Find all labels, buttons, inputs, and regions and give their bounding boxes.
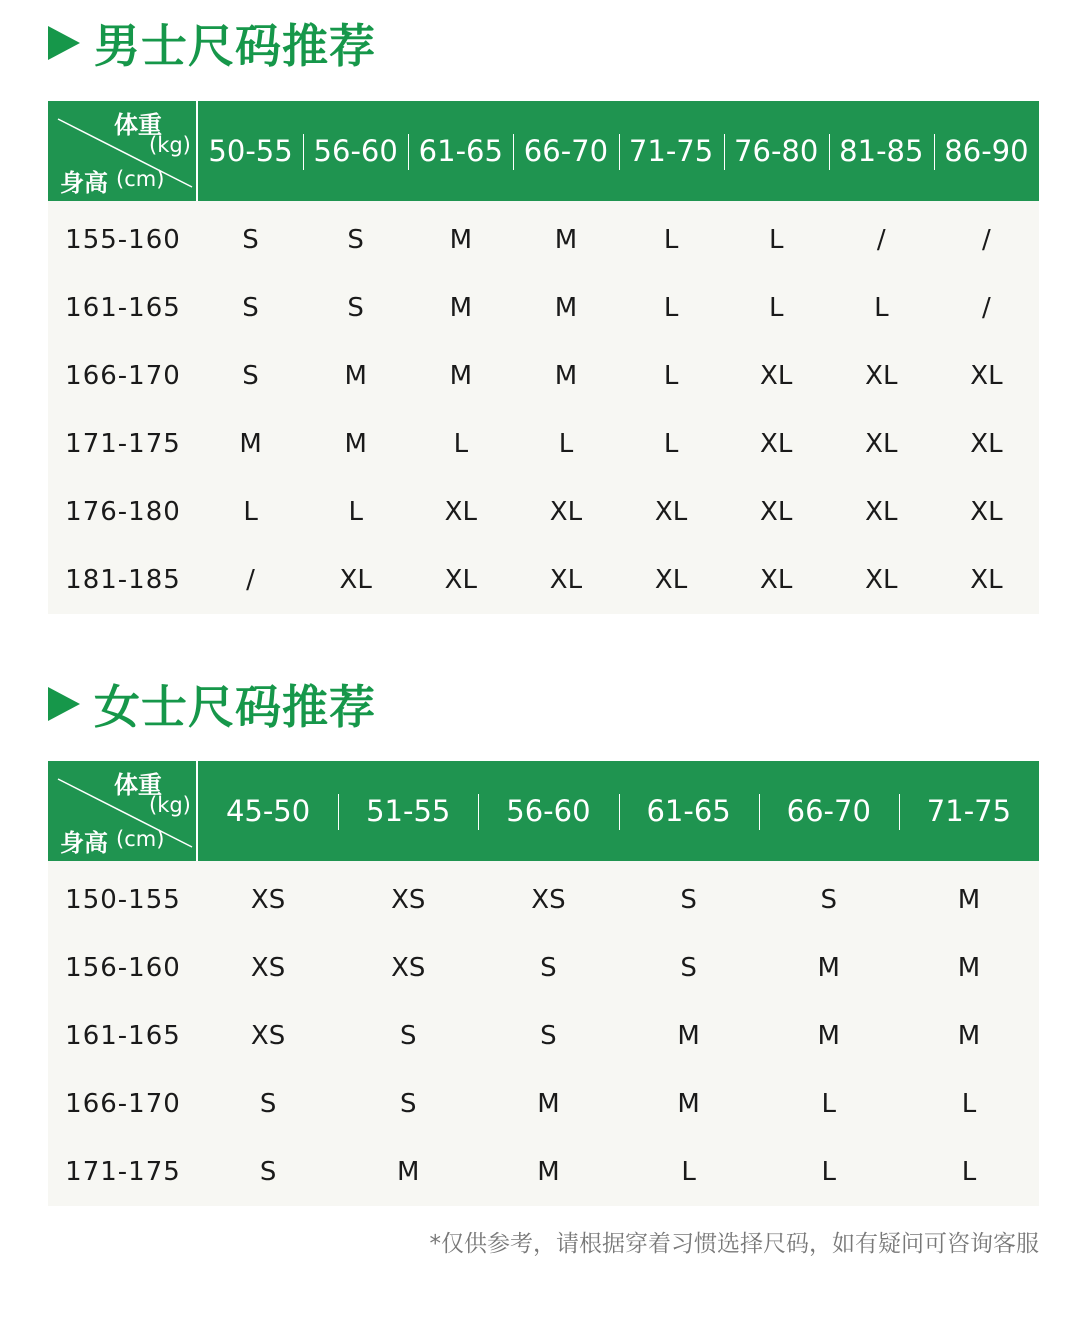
size-cell: L [961,1157,977,1187]
size-cell: XL [760,361,793,391]
table-row [48,1070,1039,1138]
size-cell: XL [760,497,793,527]
size-cell: S [242,361,259,391]
size-cell: / [982,293,991,323]
size-cell: M [957,1021,981,1051]
size-cell: L [663,293,679,323]
men-table-body [48,201,1039,614]
size-cell: L [558,429,574,459]
size-cell: S [400,1021,417,1051]
weight-column-header: 56-60 [303,101,408,201]
table-row [48,206,1039,274]
weight-column-header: 66-70 [759,761,899,861]
size-cell: XL [549,565,583,595]
table-row [48,866,1039,934]
height-cell: 155-160 [65,225,181,255]
size-cell: XL [760,565,793,595]
size-cell: S [680,885,697,915]
size-cell: XL [444,497,477,527]
men-weight-columns [198,101,1039,201]
size-cell: XL [970,361,1003,391]
weight-column-header: 81-85 [829,101,934,201]
size-cell: / [876,225,886,255]
weight-column-header: 61-65 [619,761,759,861]
weight-label: 体重 [114,771,162,799]
weight-column-header: 50-55 [208,134,293,168]
size-cell: M [397,1157,420,1187]
size-cell: XS [391,885,426,915]
size-cell: M [449,225,473,255]
height-unit: (cm) [116,827,165,851]
weight-column-header: 76-80 [724,101,829,201]
height-cell: 161-165 [65,293,181,323]
size-cell: S [820,885,838,915]
size-cell: S [540,1021,557,1051]
height-cell: 161-165 [65,1021,181,1051]
women-table-header [48,761,1039,861]
size-cell: XL [970,429,1003,459]
women-title: 女士尺码推荐 [94,680,376,734]
height-label: 身高 [60,169,108,197]
height-cell: 156-160 [65,953,181,983]
size-cell: S [242,225,259,255]
table-row [48,274,1039,342]
size-cell: S [242,293,259,323]
height-cell: 176-180 [65,497,181,527]
size-cell: S [259,1089,277,1119]
height-cell: 171-175 [65,1157,181,1187]
size-cell: M [677,1021,700,1051]
weight-unit: (kg) [149,133,191,157]
men-table-corner [48,101,198,201]
height-unit: (cm) [116,167,165,191]
weight-column-header: 61-65 [408,101,513,201]
size-cell: XL [865,429,898,459]
size-cell: XL [865,361,898,391]
table-row [48,1138,1039,1206]
women-table-body [48,861,1039,1206]
size-cell: L [663,429,679,459]
size-cell: / [246,565,255,595]
size-cell: M [554,361,578,391]
height-cell: 166-170 [65,1089,181,1119]
size-cell: M [817,1021,840,1051]
table-row [48,342,1039,410]
size-cell: M [537,1157,560,1187]
height-cell: 171-175 [65,429,181,459]
size-cell: L [768,225,784,255]
size-cell: S [540,953,557,983]
size-cell: XS [250,885,286,915]
size-cell: M [344,361,367,391]
size-cell: L [821,1089,837,1119]
size-cell: L [768,293,784,323]
weight-column-header: 45-50 [225,794,311,828]
size-cell: M [817,953,840,983]
size-cell: XL [970,565,1003,595]
weight-label: 体重 [114,111,162,139]
weight-column-header: 66-70 [513,101,618,201]
size-cell: XS [250,1021,286,1051]
size-cell: XS [250,953,286,983]
weight-column-header: 71-75 [899,761,1039,861]
weight-unit: (kg) [149,793,191,817]
size-cell: S [347,293,364,323]
size-cell: L [681,1157,696,1187]
size-cell: XS [531,885,566,915]
size-cell: S [347,225,364,255]
men-size-table [48,101,1039,614]
table-row [48,546,1039,614]
size-cell: M [449,361,473,391]
size-cell: M [554,225,578,255]
men-section-title [48,13,376,73]
disclaimer-note: *仅供参考，请根据穿着习惯选择尺码，如有疑问可咨询客服 [429,1231,1039,1257]
size-cell: M [449,293,473,323]
size-cell: M [537,1089,560,1119]
size-cell: S [400,1089,417,1119]
size-cell: / [982,225,991,255]
size-cell: M [344,429,367,459]
size-cell: M [239,429,262,459]
size-cell: L [961,1089,977,1119]
size-cell: L [663,361,679,391]
weight-column-header: 71-75 [619,101,724,201]
size-cell: XL [970,497,1003,527]
size-cell: XL [444,565,477,595]
weight-column-header: 86-90 [934,101,1039,201]
women-section-title [48,674,376,734]
play-triangle-icon [48,687,80,721]
size-cell: L [348,497,363,527]
size-cell: XL [654,565,688,595]
height-cell: 166-170 [65,361,181,391]
size-cell: S [259,1157,277,1187]
height-cell: 150-155 [65,885,181,915]
size-cell: XL [865,497,898,527]
size-cell: L [821,1157,837,1187]
weight-column-header: 51-55 [338,761,478,861]
size-cell: XS [391,953,426,983]
table-row [48,478,1039,546]
size-cell: M [957,885,981,915]
size-cell: XL [339,565,372,595]
size-cell: XL [760,429,793,459]
size-cell: L [243,497,258,527]
table-row [48,410,1039,478]
size-cell: L [874,293,889,323]
size-cell: M [677,1089,700,1119]
size-cell: XL [549,497,583,527]
height-label: 身高 [60,829,108,857]
size-cell: L [453,429,469,459]
table-row [48,934,1039,1002]
women-size-table [48,761,1039,1206]
size-cell: L [663,225,679,255]
size-cell: M [554,293,578,323]
size-cell: XL [654,497,688,527]
size-cell: S [680,953,697,983]
size-cell: XL [865,565,898,595]
table-row [48,1002,1039,1070]
men-title: 男士尺码推荐 [94,19,376,73]
women-table-corner [48,761,198,861]
women-weight-columns [198,761,1039,861]
men-table-header [48,101,1039,201]
size-cell: M [957,953,981,983]
height-cell: 181-185 [65,565,181,595]
play-triangle-icon [48,26,80,60]
weight-column-header: 56-60 [478,761,618,861]
